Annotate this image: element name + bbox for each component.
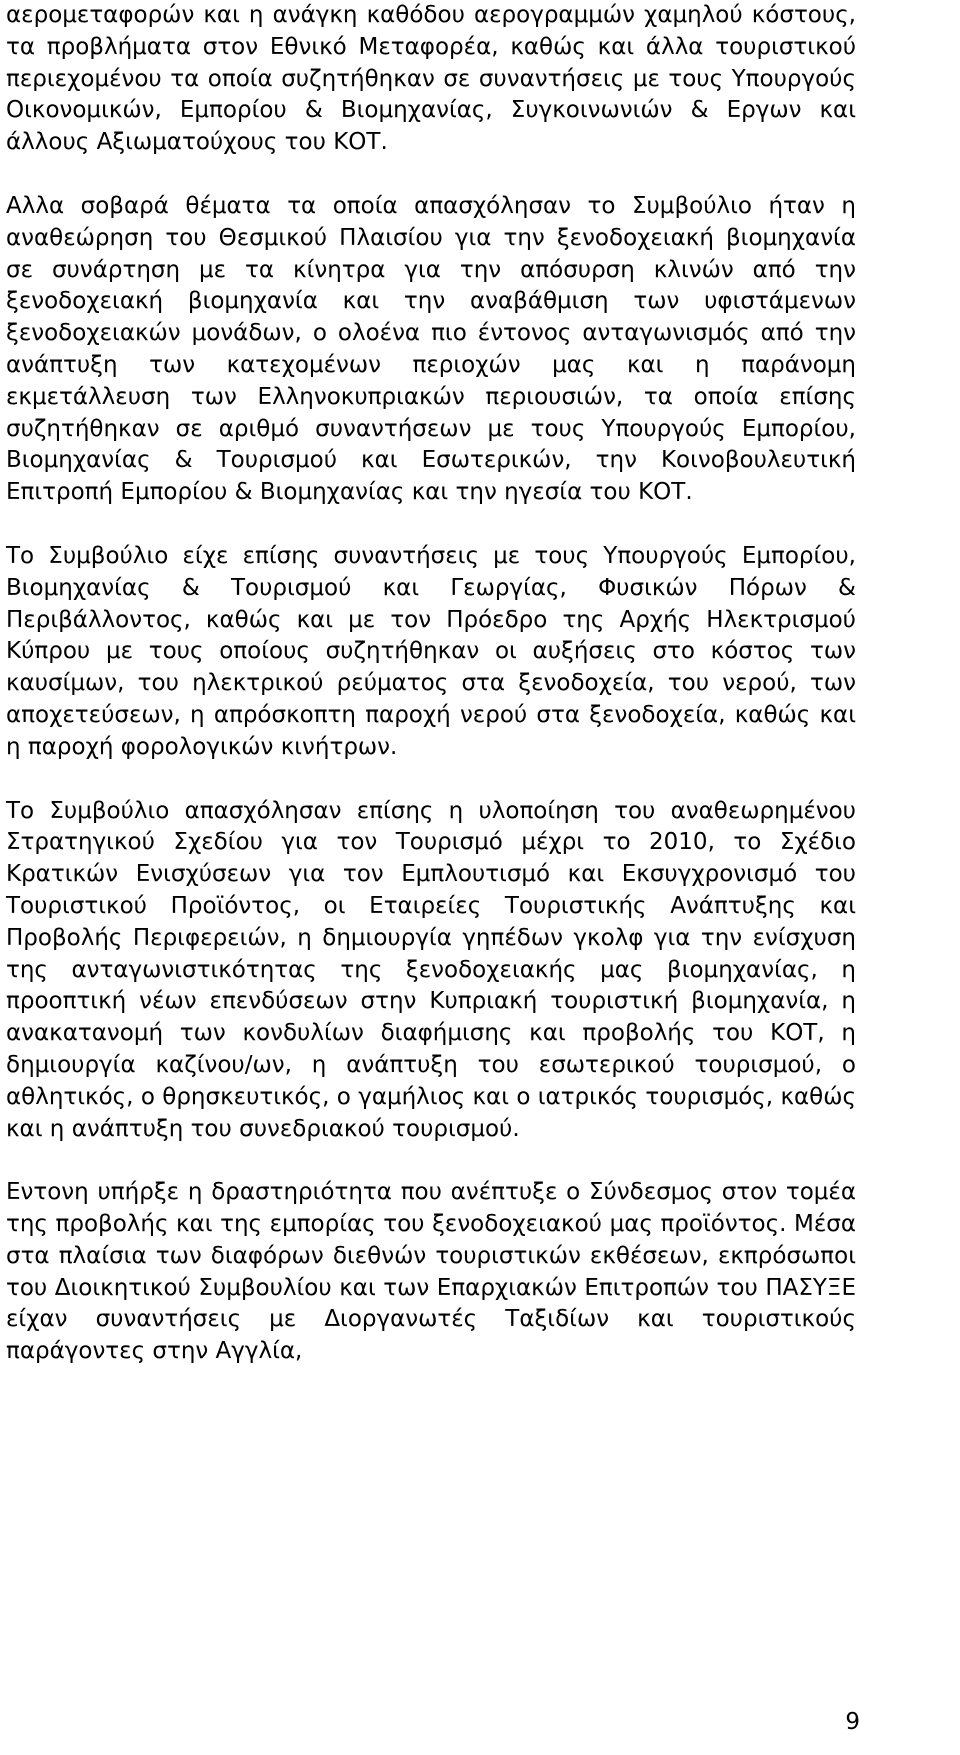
page-number: 9	[845, 1709, 860, 1735]
document-page	[6, 0, 856, 1368]
paragraph-4: Το Συμβούλιο απασχόλησαν επίσης η υλοποίηση του αναθεωρημένου Στρατηγικού Σχεδίου για τον Τουρισμό μέχρι το 2010, το Σχέδιο Κρατικών Ενισχύσεων για τον Εμπλουτισμό και Εκσυγχρονισμό του Τουριστικού Προϊόντος, οι Εταιρείες Τουριστικής Ανάπτυξης και Προβολής Περιφερειών, η δημιουργία γηπέδων γκολφ για την ενίσχυση της ανταγωνιστικότητας της ξενοδοχειακής μας βιομηχανίας, η προοπτική νέων επενδύσεων στην Κυπριακή τουριστική βιομηχανία, η ανακατανομή των κονδυλίων διαφήμισης και προβολής του ΚΟΤ, η δημιουργία καζίνου/ων, η ανάπτυξη του εσωτερικού τουρισμού, ο αθλητικός, ο θρησκευτικός, ο γαμήλιος και ο ιατρικός τουρισμός, καθώς και η ανάπτυξη του συνεδριακού τουρισμού.	[6, 797, 856, 1142]
paragraph-2: Αλλα σοβαρά θέματα τα οποία απασχόλησαν το Συμβούλιο ήταν η αναθεώρηση του Θεσμικού Πλαισίου για την ξενοδοχειακή βιομηχανία σε συνάρτηση με τα κίνητρα για την απόσυρση κλινών από την ξενοδοχειακή βιομηχανία και την αναβάθμιση των υφιστάμενων ξενοδοχειακών μονάδων, ο ολοένα πιο έντονος ανταγωνισμός από την ανάπτυξη των κατεχομένων περιοχών μας και η παράνομη εκμετάλλευση των Ελληνοκυπριακών περιουσιών, τα οποία επίσης συζητήθηκαν σε αριθμό συναντήσεων με τους Υπουργούς Εμπορίου, Βιομηχανίας & Τουρισμού και Εσωτερικών, την Κοινοβουλευτική Επιτροπή Εμπορίου & Βιομηχανίας και την ηγεσία του ΚΟΤ.	[6, 192, 856, 506]
paragraph-5: Εντονη υπήρξε η δραστηριότητα που ανέπτυξε ο Σύνδεσμος στον τομέα της προβολής και της εμπορίας του ξενοδοχειακού μας προϊόντος. Μέσα στα πλαίσια των διαφόρων διεθνών τουριστικών εκθέσεων, εκπρόσωποι του Διοικητικού Συμβουλίου και των Επαρχιακών Επιτροπών του ΠΑΣΥΞΕ είχαν συναντήσεις με Διοργανωτές Ταξιδίων και τουριστικούς παράγοντες στην Αγγλία,	[6, 1179, 856, 1365]
paragraph-1: αερομεταφορών και η ανάγκη καθόδου αερογραμμών χαμηλού κόστους, τα προβλήματα στον Εθνικό Μεταφορέα, καθώς και άλλα τουριστικού περιεχομένου τα οποία συζητήθηκαν σε συναντήσεις με τους Υπουργούς Οικονομικών, Εμπορίου & Βιομηχανίας, Συγκοινωνιών & Εργων και άλλους Αξιωματούχους του ΚΟΤ.	[6, 2, 856, 156]
paragraph-3: Το Συμβούλιο είχε επίσης συναντήσεις με τους Υπουργούς Εμπορίου, Βιομηχανίας & Τουρισμού και Γεωργίας, Φυσικών Πόρων & Περιβάλλοντος, καθώς και με τον Πρόεδρο της Αρχής Ηλεκτρισμού Κύπρου με τους οποίους συζητήθηκαν οι αυξήσεις στο κόστος των καυσίμων, του ηλεκτρικού ρεύματος στα ξενοδοχεία, του νερού, των αποχετεύσεων, η απρόσκοπτη παροχή νερού στα ξενοδοχεία, καθώς και η παροχή φορολογικών κινήτρων.	[6, 542, 856, 760]
